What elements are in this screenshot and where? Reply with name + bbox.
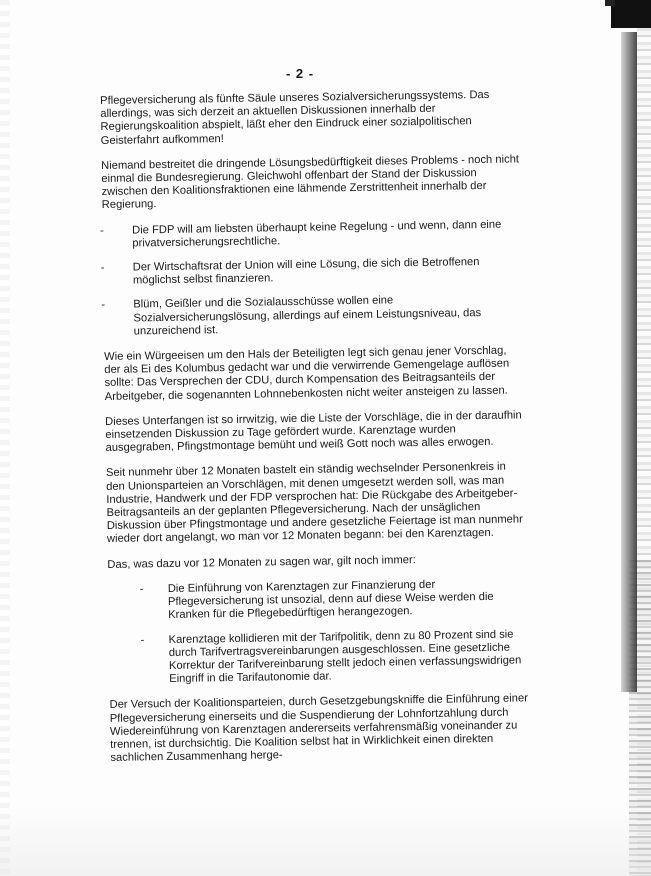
bullet-marker: - bbox=[139, 583, 144, 596]
paragraph: Niemand bestreitet die dringende Lösungsbedürftigkeit dieses Problems - noch nicht einmal die Bundesregierung. Gleichwohl offenbart der Stand der Diskussion zwischen den Koalitionsfraktionen eine lähmende Zerstrittenheit innerhalb der Regierung. bbox=[101, 153, 520, 212]
bullet-list-positions bbox=[102, 218, 524, 339]
bullet-list-arguments bbox=[108, 577, 530, 687]
paragraph: Wie ein Würgeeisen um den Hals der Beteiligten legt sich genau jener Vorschlag, der als Ei des Kolumbus gedacht war und die verwirrende Gemengelage auflösen sollte: Das Versprechen der CDU, durch Kompensation des Beitragsanteils der Arbeitgeber, die sogenannten Lohnnebenkosten nicht weiter ansteigen zu lassen. bbox=[104, 344, 510, 403]
paragraph: Der Versuch der Koalitionsparteien, durch Gesetzgebungskniffe die Einführung einer Pflegeversicherung einerseits und die Suspendierung der Lohnfortzahlung durch Wiedereinführung von Karenztagen andererseits verfahrensmäßig voneinander zu trennen, ist durchsichtig. Die Koalition selbst hat in Wirklichkeit einen direkten sachlichen Zusammenhang herge- bbox=[109, 692, 528, 765]
list-item-text: Die Einführung von Karenztagen zur Finanzierung der Pflegeversicherung ist unsozial, denn auf diese Weise werden die Kranken für die Pflegebedürftigen herangezogen. bbox=[167, 578, 494, 622]
paragraph: Das, was dazu vor 12 Monaten zu sagen war, gilt noch immer: bbox=[107, 553, 416, 571]
bullet-marker: - bbox=[100, 261, 105, 275]
scan-corner-dark bbox=[611, 0, 651, 28]
paragraph: Seit nunmehr über 12 Monaten bastelt ein ständig wechselnder Personenkreis in den Unionsparteien an Vorschlägen, mit denen umgesetzt werden soll, was man Industrie, Handwerk und der FDP versprochen hat: Die Rückgabe des Arbeitgeber-Beitragsanteils an der geplanten Pflegeversicherung. Nach der unsäglichen Diskussion über Pfingstmontage und andere gesetzliche Feiertage ist man nunmehr wieder dort angelangt, wo man vor 12 Monaten begann: bei den Karenztagen. bbox=[105, 461, 523, 546]
bullet-marker: - bbox=[101, 299, 106, 312]
list-item bbox=[108, 577, 529, 623]
paragraph: Dieses Unterfangen ist so irrwitzig, wie die Liste der Vorschläge, die in der daraufhin einsetzenden Diskussion zu Tage gefördert wurde. Karenztage wurden ausgegraben, Pfingstmontage bemüht und weiß Gott noch was alles erwogen. bbox=[105, 409, 522, 455]
list-item-text: Karenztage kollidieren mit der Tarifpolitik, denn zu 80 Prozent sind sie durch Tarifvertragsvereinbarungen ausgeschlossen. Eine gesetzliche Korrektur der Tarifvereinbarung stellt jedoch einen verfassungswidrigen Eingriff in die Tarifautonomie dar. bbox=[168, 628, 522, 686]
list-item bbox=[108, 628, 529, 687]
list-item bbox=[103, 293, 524, 339]
scan-corner-mark bbox=[605, 0, 615, 6]
list-item-text: Blüm, Geißler und die Sozialausschüsse wollen eine Sozialversicherungslösung, allerdings auf einem Leistungsniveau, das unzureichend ist. bbox=[133, 294, 482, 338]
bullet-marker: - bbox=[140, 633, 145, 646]
paragraph: Pflegeversicherung als fünfte Säule unseres Sozialversicherungssystems. Das allerdings, was sich derzeit an aktuellen Diskussionen innerhalb der Regierungskoalition abspielt, läßt eher den Eindruck einer sozialpolitischen Geisterfahrt aufkommen! bbox=[100, 88, 490, 147]
scan-bottom-shading bbox=[0, 806, 651, 876]
list-item-text: Der Wirtschaftsrat der Union will eine Lösung, die sich die Betroffenen möglichst selbst finanzieren. bbox=[132, 256, 480, 287]
document-body bbox=[100, 88, 531, 777]
list-item bbox=[100, 255, 523, 288]
page-number: - 2 - bbox=[285, 66, 315, 81]
list-item bbox=[102, 218, 522, 251]
scan-edge-left bbox=[0, 0, 10, 876]
scan-binding-shadow bbox=[621, 32, 637, 692]
bullet-marker: - bbox=[100, 224, 104, 237]
list-item-text: Die FDP will am liebsten überhaupt keine Regelung - und wenn, dann eine privatversicherungsrechtliche. bbox=[132, 218, 502, 250]
